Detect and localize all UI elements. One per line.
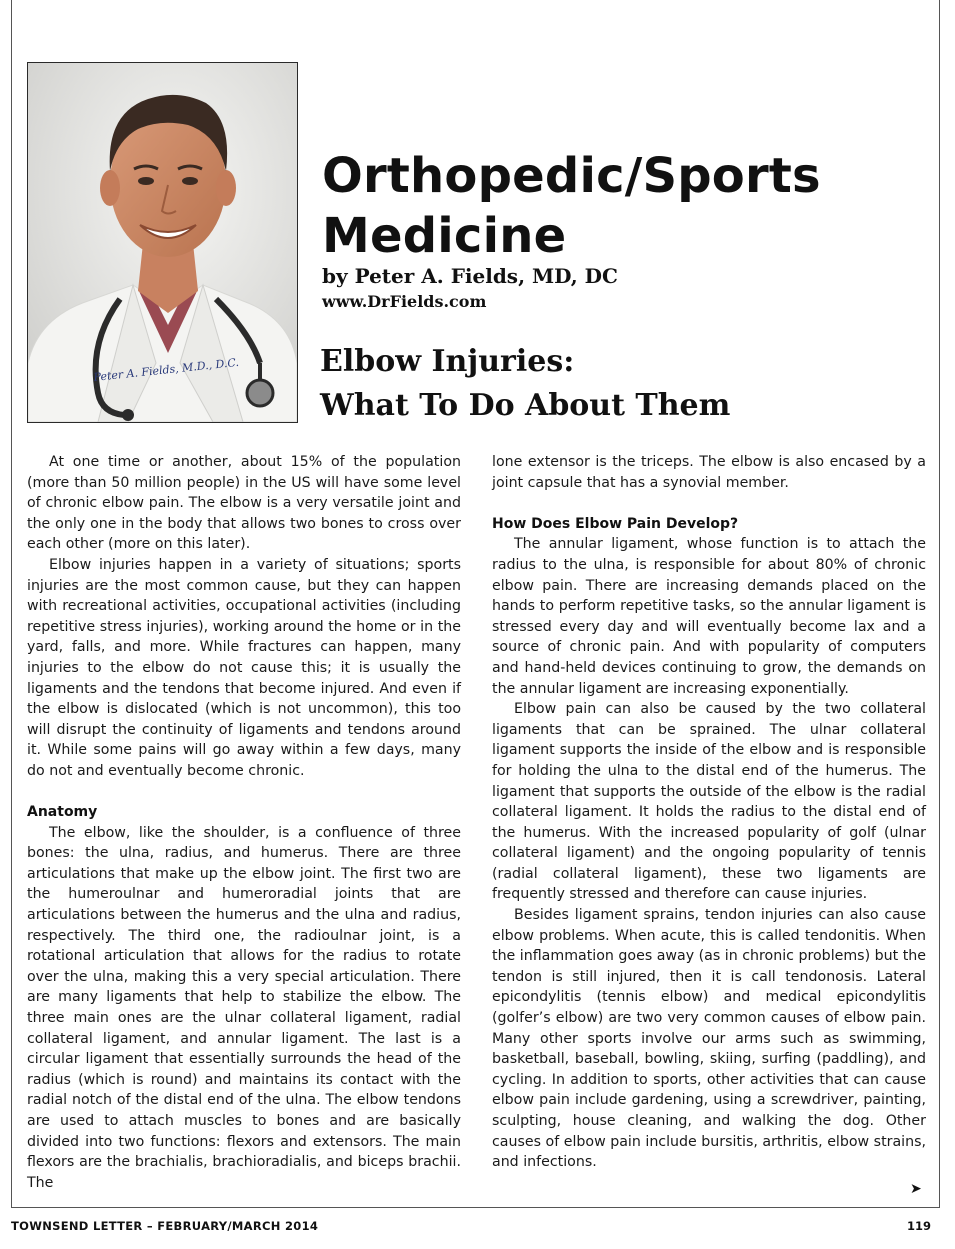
paragraph: At one time or another, about 15% of the population (more than 50 million people) in the US will have some level of chronic elbow pain. The elbow is a very versatile joint and the only one in the body that allows two bones to cross over each other (more on this later).: [27, 454, 461, 553]
paragraph: Elbow injuries happen in a variety of situations; sports injuries are the most common cause, but they can happen with recreational activities, occupational activities (including repetitive stress injuries), working around the home or in the yard, falls, and more. While fractures can happen, many injuries to the elbow do not cause this; it is usually the ligaments and the tendons that become injured. And even if the elbow is dislocated (which is not uncommon), this too will disrupt the continuity of ligaments and tendons around it. While some pains will go away within a few days, many do not and eventually become chronic.: [27, 556, 461, 779]
paragraph: lone extensor is the triceps. The elbow is also encased by a joint capsule that has a synovial member.: [492, 454, 926, 491]
article-subtitle-line1: Elbow Injuries:: [320, 344, 575, 379]
footer-publication: TOWNSEND LETTER – FEBRUARY/MARCH 2014: [11, 1219, 319, 1233]
column-title: [322, 146, 862, 266]
coat-embroidery-text: Peter A. Fields, M.D., D.C.: [92, 355, 240, 384]
paragraph: The annular ligament, whose function is to attach the radius to the ulna, is responsible for about 80% of chronic elbow pain. There are increasing demands placed on the hands to perform repetitive tasks, so the annular ligament is stressed every day and will eventually become lax and a source of chronic pain. And with popularity of computers and hand-held devices continuing to grow, the demands on the annular ligament are increasing exponentially.: [492, 536, 926, 697]
article-subtitle: [320, 340, 730, 428]
author-photo: [27, 62, 298, 423]
portrait-illustration: [28, 63, 297, 422]
article-column-right: [492, 452, 926, 1173]
continue-arrow-icon: ➤: [910, 1180, 922, 1196]
author-byline: by Peter A. Fields, MD, DC: [322, 264, 618, 288]
column-title-text: Orthopedic/Sports Medicine: [322, 148, 821, 264]
paragraph: The elbow, like the shoulder, is a confluence of three bones: the ulna, radius, and humerus. There are three articulations that make up the elbow joint. The first two are the humeroulnar and humeroradial joints that are articulations between the humerus and the ulna and radius, respectively. The third one, the radioulnar joint, is a rotational articulation that allows for the radius to rotate over the ulna, making this a very special articulation. There are many ligaments that help to stabilize the elbow. The three main ones are the ulnar collateral ligament, radial collateral ligament, and annular ligament. The last is a circular ligament that essentially surrounds the head of the radius (which is round) and maintains its contact with the radial notch of the distal end of the ulna. The elbow tendons are used to attach muscles to bones and are basically divided into two functions: flexors and extensors. The main flexors are the brachialis, brachioradialis, and biceps brachii. The: [27, 824, 461, 1191]
section-heading-anatomy: Anatomy: [27, 804, 98, 821]
paragraph: Besides ligament sprains, tendon injuries can also cause elbow problems. When acute, this is called tendonitis. When the inflammation goes away (as in chronic problems) but the tendon is still injured, then it is call tendonosis. Lateral epicondylitis (tennis elbow) and medical epicondylitis (golfer’s elbow) are two very common causes of elbow pain. Many other sports involve our arms such as swimming, basketball, baseball, bowling, skiing, surfing (paddling), and cycling. In addition to sports, other activities that can cause elbow pain include gardening, using a screwdriver, painting, sculpting, house cleaning, and walking the dog. Other causes of elbow pain include bursitis, arthritis, elbow strains, and infections.: [492, 907, 926, 1171]
paragraph: Elbow pain can also be caused by the two collateral ligaments that can be sprained. The ulnar collateral ligament supports the inside of the elbow and is responsible for holding the ulna to the distal end of the humerus. The ligament that supports the outside of the elbow is the radial collateral ligament. It holds the radius to the distal end of the humerus. With the increased popularity of golf (ulnar collateral ligament) and the ongoing popularity of tennis (radial collateral ligament), these two ligaments are frequently stressed and therefore can cause injuries.: [492, 701, 926, 903]
article-column-left: [27, 452, 461, 1193]
section-heading-develop: How Does Elbow Pain Develop?: [492, 515, 739, 532]
author-website-link[interactable]: www.DrFields.com: [322, 292, 487, 311]
footer-page-number: 119: [907, 1219, 932, 1233]
article-subtitle-line2: What To Do About Them: [320, 388, 731, 423]
